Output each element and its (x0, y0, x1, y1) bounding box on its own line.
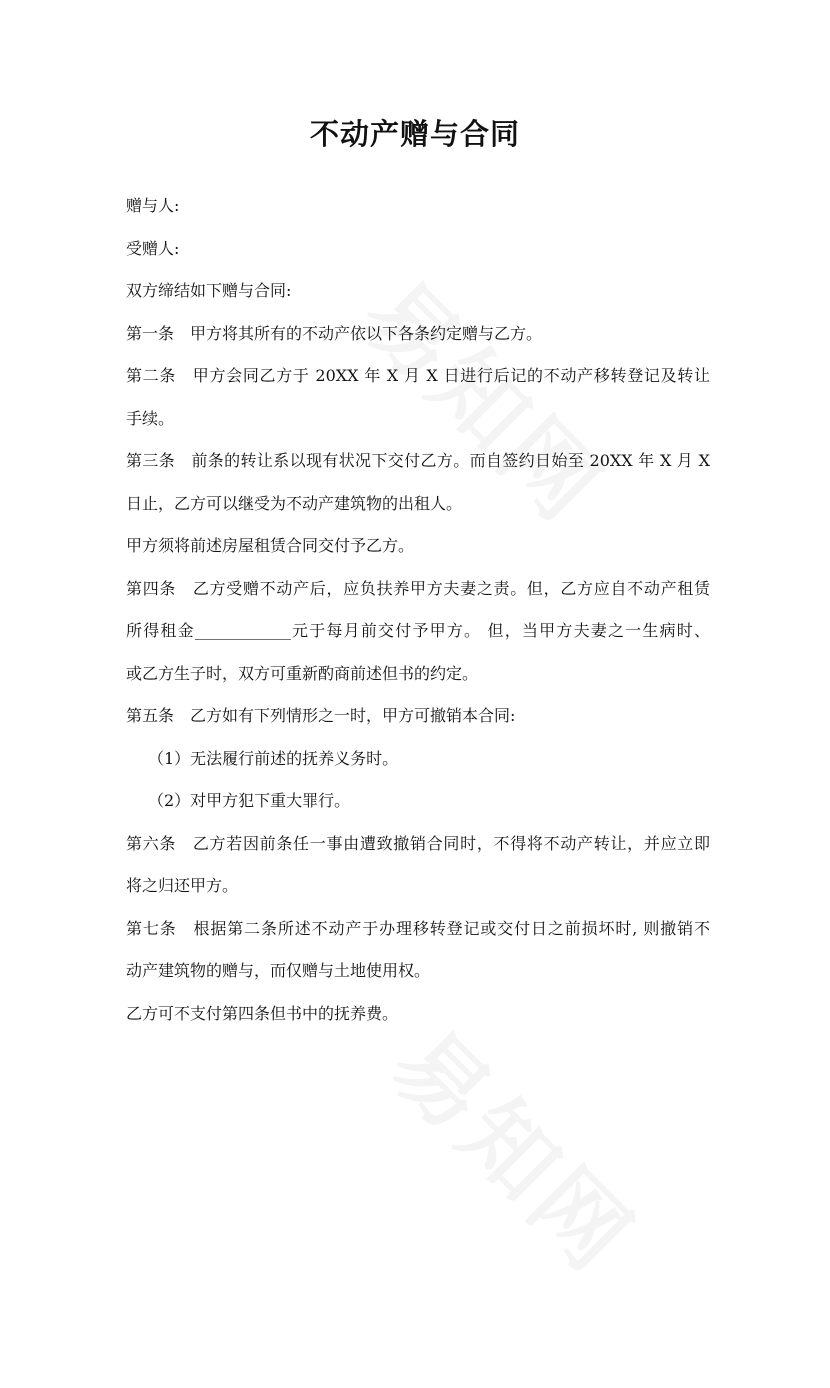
article-6-line-1: 第六条 乙方若因前条任一事由遭致撤销合同时，不得将不动产转让，并应立即 (126, 833, 710, 853)
article-3-line-2: 日止，乙方可以继受为不动产建筑物的出租人。 (126, 493, 463, 513)
article-4-line-1: 第四条 乙方受赠不动产后，应负扶养甲方夫妻之责。但，乙方应自不动产租赁 (126, 578, 710, 598)
watermark (276, 996, 644, 1364)
document-body (126, 192, 710, 1042)
article-5: 第五条 乙方如有下列情形之一时，甲方可撤销本合同: (126, 706, 516, 725)
article-1: 第一条 甲方将其所有的不动产依以下各条约定赠与乙方。 (126, 323, 543, 343)
article-5-item-2: （2）对甲方犯下重大罪行。 (148, 791, 351, 810)
article-6-line-2: 将之归还甲方。 (126, 876, 239, 895)
document-title: 不动产赠与合同 (309, 117, 520, 151)
article-2-line-1: 第二条 甲方会同乙方于 20XX 年 X 月 X 日进行后记的不动产移转登记及转让 (126, 366, 710, 385)
article-3-line-1: 第三条 前条的转让系以现有状况下交付乙方。而自签约日始至 20XX 年 X 月 X (126, 451, 710, 470)
preamble-line: 双方缔结如下赠与合同: (126, 281, 292, 300)
donee-line: 受赠人: (126, 238, 180, 258)
article-5-item-1: （1）无法履行前述的抚养义务时。 (148, 748, 399, 768)
article-7-line-3: 乙方可不支付第四条但书中的抚养费。 (126, 1003, 399, 1023)
article-4-line-3: 或乙方生子时，双方可重新酌商前述但书的约定。 (126, 663, 479, 683)
article-7-line-2: 动产建筑物的赠与，而仅赠与土地使用权。 (126, 961, 431, 980)
article-4-line-2: 所得租金____________元于每月前交付予甲方。 但，当甲方夫妻之一生病时、 (126, 621, 710, 640)
article-7-line-1: 第七条 根据第二条所述不动产于办理移转登记或交付日之前损坏时, 则撤销不 (126, 918, 710, 938)
article-3-line-3: 甲方须将前述房屋租赁合同交付予乙方。 (126, 536, 415, 555)
article-2-line-2: 手续。 (126, 408, 175, 428)
donor-line: 赠与人: (126, 196, 180, 215)
